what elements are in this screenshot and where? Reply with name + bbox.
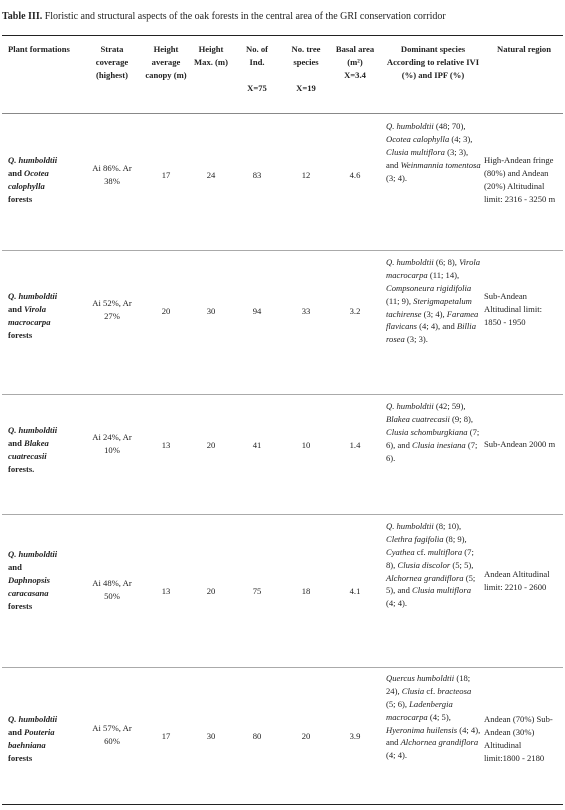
species-values: (11; 9),: [386, 295, 414, 306]
no-tree-species: 18: [301, 586, 311, 596]
species-name: Alchornea grandiflora: [400, 737, 479, 748]
species-name: Clusia inesiana: [412, 439, 466, 450]
species-name: Compsoneura rigidifolia: [386, 282, 472, 293]
species-name: Q. humboldtii: [386, 521, 434, 531]
height-average: 17: [161, 731, 171, 741]
species-values: (5; 5),: [450, 559, 474, 570]
bottom-rule: [2, 804, 563, 805]
dominant-species: [386, 400, 482, 464]
species-values: (7; 6), and: [386, 426, 480, 450]
species-name: Clusia multiflora: [386, 146, 445, 157]
dominant-species: [386, 672, 482, 762]
species-name: Clethra fagifolia: [386, 533, 444, 544]
table-label: Table III.: [2, 11, 43, 22]
species-name: Clusia schomburgkiana: [386, 426, 468, 437]
col-no-tree-species-label: No. tree species: [291, 44, 321, 67]
plant-formation: Q. humboldtii and Ocotea calophylla forests: [8, 155, 58, 204]
top-rule: [2, 35, 563, 36]
no-individuals: 75: [252, 586, 262, 596]
col-no-individuals: [240, 43, 274, 95]
dominant-species: [386, 256, 482, 346]
row-separator: [2, 667, 563, 668]
col-no-tree-species: [286, 43, 326, 95]
species-name: Clusia: [401, 685, 425, 696]
natural-region: Andean (70%) Sub-Andean (30%) Altitudinal limit:1800 - 2180: [484, 714, 553, 763]
plant-formation: Q. humboldtii and Virola macrocarpa forests: [8, 291, 58, 340]
natural-region: Andean Altitudinal limit: 2210 - 2600: [484, 569, 550, 592]
species-name: Billia rosea: [386, 321, 476, 345]
species-values: (3; 3).: [404, 334, 428, 345]
height-average: 20: [161, 306, 171, 316]
col-height-average: Height average canopy (m): [145, 44, 187, 80]
strata-coverage: Ai 48%, Ar 50%: [92, 578, 132, 601]
col-natural-region: Natural region: [496, 44, 552, 54]
basal-area: 1.4: [349, 440, 361, 450]
species-values: (48; 70),: [433, 121, 466, 131]
col-basal-area-label: Basal area (m²): [335, 44, 375, 67]
no-tree-species: 33: [301, 306, 311, 316]
height-average: 17: [161, 170, 171, 180]
table-caption-text: Floristic and structural aspects of the oak forests in the central area of the GRI conservation corridor: [42, 11, 446, 22]
table-caption: [2, 9, 562, 24]
species-values: (4; 5),: [427, 711, 451, 722]
row-separator: [2, 394, 563, 395]
species-values: (7; 6).: [386, 439, 478, 463]
height-max: 24: [206, 170, 216, 180]
height-max: 20: [206, 440, 216, 450]
species-values: (8; 9),: [443, 533, 467, 544]
col-basal-area-mean: X=3.4: [344, 69, 366, 80]
strata-coverage: Ai 57%, Ar 60%: [92, 723, 132, 746]
species-name: Quercus humboldtii: [386, 673, 455, 683]
species-values: (18; 24),: [386, 673, 471, 696]
species-name: Q. humboldtii: [386, 257, 434, 267]
dominant-species: [386, 120, 482, 184]
species-values: cf.: [424, 685, 438, 696]
species-values: (9; 8),: [449, 413, 474, 424]
species-values: (3; 4),: [421, 308, 447, 319]
basal-area: 3.9: [349, 731, 361, 741]
species-values: cf.: [414, 546, 428, 557]
species-values: (5; 6),: [386, 698, 410, 709]
species-values: (4; 4), and: [417, 321, 457, 332]
basal-area: 3.2: [349, 306, 361, 316]
species-name: Faramea flavicans: [386, 308, 479, 332]
species-values: (4; 4).: [386, 598, 408, 609]
species-name: Weinmannia tomentosa: [400, 159, 481, 170]
col-plant-formations: Plant formations: [8, 44, 70, 54]
col-strata-coverage: Strata coverage (highest): [95, 44, 129, 80]
species-name: Virola macrocarpa: [386, 257, 481, 280]
no-individuals: 94: [252, 306, 262, 316]
species-name: Sterigmapetalum tachirense: [386, 295, 472, 319]
plant-formation: Q. humboldtii and Blakea cuatrecasii forests.: [8, 425, 58, 474]
no-tree-species: 12: [301, 170, 311, 180]
strata-coverage: Ai 86%. Ar 38%: [92, 163, 132, 186]
col-no-individuals-label: No. of Ind.: [246, 44, 268, 67]
species-name: Blakea cuatrecasii: [386, 413, 450, 424]
species-values: (4; 4), and: [386, 724, 481, 748]
col-no-tree-species-mean: X=19: [296, 82, 316, 93]
col-dominant-species: Dominant species According to relative IVI (%) and IPF (%): [386, 44, 480, 80]
no-individuals: 80: [252, 731, 262, 741]
col-height-max: Height Max. (m): [194, 44, 228, 67]
height-average: 13: [161, 440, 171, 450]
species-name: Clusia multiflora: [412, 585, 471, 596]
species-values: (3; 4).: [386, 172, 408, 183]
species-values: (8; 10),: [433, 521, 462, 531]
species-name: Ocotea calophylla: [386, 133, 450, 144]
species-name: multiflora: [427, 546, 463, 557]
col-no-individuals-mean: X=75: [247, 82, 267, 93]
species-name: Q. humboldtii: [386, 121, 434, 131]
no-tree-species: 20: [301, 731, 311, 741]
species-values: (4; 3),: [449, 133, 473, 144]
species-values: (6; 8),: [433, 257, 460, 267]
no-individuals: 41: [252, 440, 262, 450]
basal-area: 4.6: [349, 170, 361, 180]
species-name: Hyeronima huilensis: [386, 724, 458, 735]
species-name: bracteosa: [437, 685, 472, 696]
strata-coverage: Ai 24%, Ar 10%: [92, 432, 132, 455]
species-name: Clusia discolor: [397, 559, 451, 570]
plant-formation: Q. humboldtii and Pouteria baehniana forests: [8, 714, 58, 763]
row-separator: [2, 250, 563, 251]
species-values: (11; 14),: [427, 269, 460, 280]
species-values: (5; 5), and: [386, 572, 476, 596]
height-max: 30: [206, 306, 216, 316]
row-separator: [2, 514, 563, 515]
col-basal-area: [334, 43, 376, 82]
species-name: Q. humboldtii: [386, 401, 434, 411]
species-name: Ladenbergia macrocarpa: [386, 698, 453, 722]
basal-area: 4.1: [349, 586, 361, 596]
height-max: 20: [206, 586, 216, 596]
species-values: (42; 59),: [433, 401, 466, 411]
dominant-species: [386, 520, 482, 610]
natural-region: Sub-Andean Altitudinal limit: 1850 - 1950: [484, 291, 543, 327]
header-rule: [2, 113, 563, 114]
natural-region: High-Andean fringe (80%) and Andean (20%) Altitudinal limit: 2316 - 3250 m: [484, 155, 556, 204]
plant-formation: Q. humboldtii and Daphnopsis caracasana forests: [8, 549, 58, 611]
height-average: 13: [161, 586, 171, 596]
height-max: 30: [206, 731, 216, 741]
no-tree-species: 10: [301, 440, 311, 450]
species-values: (4; 4).: [386, 750, 408, 761]
species-name: Alchornea grandiflora: [386, 572, 464, 583]
species-values: (3; 3), and: [386, 146, 469, 170]
strata-coverage: Ai 52%, Ar 27%: [92, 298, 132, 321]
species-name: Cyathea: [386, 546, 415, 557]
natural-region: Sub-Andean 2000 m: [484, 439, 556, 449]
no-individuals: 83: [252, 170, 262, 180]
species-values: (7; 8),: [386, 546, 474, 570]
